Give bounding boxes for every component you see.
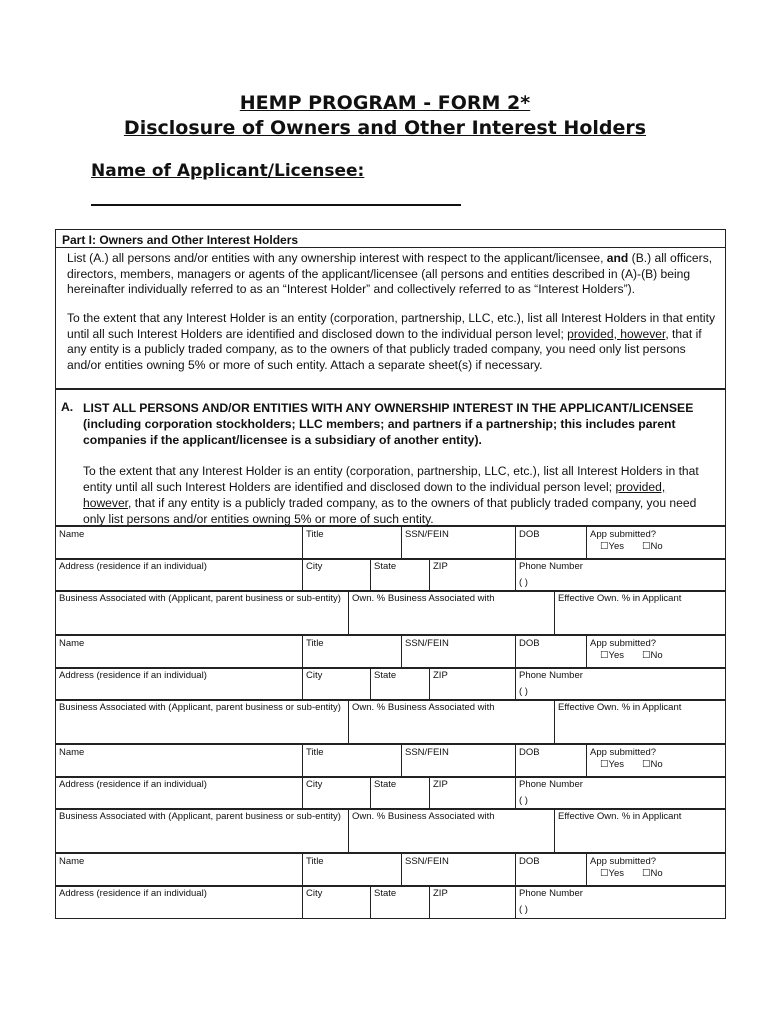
- address-label: Address (residence if an individual): [59, 779, 207, 790]
- zip-label: ZIP: [433, 888, 448, 899]
- title-label: Title: [306, 529, 324, 540]
- ssn-label: SSN/FEIN: [405, 529, 449, 540]
- zip-cell-1[interactable]: [429, 559, 515, 591]
- zip-label: ZIP: [433, 561, 448, 572]
- table-row: [55, 699, 726, 744]
- dob-cell-1[interactable]: [515, 527, 586, 559]
- name-label: Name: [59, 856, 85, 867]
- table-row: [55, 667, 726, 701]
- own-pct-label: Own. % Business Associated with: [352, 811, 495, 822]
- ssn-label: SSN/FEIN: [405, 638, 449, 649]
- no-checkbox[interactable]: ☐No: [642, 759, 663, 770]
- table-row: [55, 776, 726, 810]
- zip-label: ZIP: [433, 670, 448, 681]
- address-cell-4[interactable]: [56, 886, 302, 918]
- title-cell-2[interactable]: [302, 636, 401, 668]
- title-label: Title: [306, 747, 324, 758]
- state-cell-2[interactable]: [370, 668, 429, 700]
- app-submitted-label: App submitted?: [590, 747, 657, 758]
- ssn-cell-4[interactable]: [401, 854, 515, 886]
- phone-label: Phone Number: [519, 670, 583, 681]
- table-row: [55, 635, 726, 669]
- ssn-cell-2[interactable]: [401, 636, 515, 668]
- app-submitted-cell-4[interactable]: [586, 854, 727, 886]
- state-cell-1[interactable]: [370, 559, 429, 591]
- name-label: Name: [59, 638, 85, 649]
- yes-checkbox[interactable]: ☐Yes: [600, 650, 625, 661]
- table-row: [55, 808, 726, 853]
- title-cell-1[interactable]: [302, 527, 401, 559]
- app-submitted-label: App submitted?: [590, 529, 657, 540]
- zip-cell-3[interactable]: [429, 777, 515, 809]
- table-row: [55, 590, 726, 635]
- name-cell-3[interactable]: [56, 745, 302, 777]
- app-submitted-label: App submitted?: [590, 638, 657, 649]
- dob-cell-4[interactable]: [515, 854, 586, 886]
- zip-cell-2[interactable]: [429, 668, 515, 700]
- no-checkbox[interactable]: ☐No: [642, 868, 663, 879]
- title-cell-4[interactable]: [302, 854, 401, 886]
- own-pct-label: Own. % Business Associated with: [352, 702, 495, 713]
- phone-cell-3[interactable]: [515, 777, 727, 809]
- phone-label: Phone Number: [519, 888, 583, 899]
- app-submitted-cell-2[interactable]: [586, 636, 727, 668]
- business-label: Business Associated with (Applicant, parent business or sub-entity): [59, 811, 341, 822]
- city-cell-3[interactable]: [302, 777, 370, 809]
- city-cell-4[interactable]: [302, 886, 370, 918]
- phone-placeholder: ( ): [519, 686, 528, 697]
- state-cell-4[interactable]: [370, 886, 429, 918]
- table-row: [55, 885, 726, 919]
- effective-cell-3[interactable]: [554, 809, 727, 852]
- table-row: [55, 526, 726, 560]
- address-label: Address (residence if an individual): [59, 670, 207, 681]
- city-label: City: [306, 670, 323, 681]
- business-cell-2[interactable]: [56, 700, 348, 743]
- yes-checkbox[interactable]: ☐Yes: [600, 868, 625, 879]
- state-label: State: [374, 670, 397, 681]
- applicant-name-field[interactable]: [91, 188, 461, 206]
- part1-paragraph-1: List (A.) all persons and/or entities with any ownership interest with respect to the applicant/licensee, and (B.) all officers, directors, members, managers or agents of the applicant/licensee (all persons and entities described in (A)-(B) being hereinafter individually referred to as an “Interest Holder” and collectively referred to as “Interest Holders”).: [67, 251, 713, 297]
- phone-label: Phone Number: [519, 779, 583, 790]
- effective-cell-2[interactable]: [554, 700, 727, 743]
- effective-cell-1[interactable]: [554, 591, 727, 634]
- zip-cell-4[interactable]: [429, 886, 515, 918]
- table-row: [55, 853, 726, 887]
- ssn-cell-3[interactable]: [401, 745, 515, 777]
- app-submitted-label: App submitted?: [590, 856, 657, 867]
- phone-cell-2[interactable]: [515, 668, 727, 700]
- form-title: HEMP PROGRAM - FORM 2*: [239, 92, 531, 114]
- phone-label: Phone Number: [519, 561, 583, 572]
- effective-label: Effective Own. % in Applicant: [558, 702, 682, 713]
- address-cell-1[interactable]: [56, 559, 302, 591]
- phone-placeholder: ( ): [519, 577, 528, 588]
- business-cell-3[interactable]: [56, 809, 348, 852]
- city-cell-1[interactable]: [302, 559, 370, 591]
- section-a-heading: LIST ALL PERSONS AND/OR ENTITIES WITH ANY OWNERSHIP INTEREST IN THE APPLICANT/LICENSEE (including corporation stockholders; LLC members; and partners if a partnership; this includes parent companies if the applicant/licensee is a subsidiary of another entity).: [83, 401, 694, 447]
- name-cell-1[interactable]: [56, 527, 302, 559]
- section-a: [55, 389, 726, 526]
- address-label: Address (residence if an individual): [59, 888, 207, 899]
- title-cell-3[interactable]: [302, 745, 401, 777]
- name-label: Name: [59, 529, 85, 540]
- dob-label: DOB: [519, 529, 540, 540]
- address-cell-3[interactable]: [56, 777, 302, 809]
- part1-section: [55, 229, 726, 389]
- phone-cell-4[interactable]: [515, 886, 727, 918]
- section-a-body: To the extent that any Interest Holder is an entity (corporation, partnership, LLC, etc.), list all Interest Holders in that entity until all such Interest Holders are identified and disclosed down to the individual person level; provided, however, that if any entity is a publicly traded company, as to the owners of that publicly traded company, you need only list persons and/or entities owning 5% or more of such entity.: [83, 464, 699, 526]
- own-pct-cell-3[interactable]: [348, 809, 554, 852]
- no-checkbox[interactable]: ☐No: [642, 541, 663, 552]
- business-label: Business Associated with (Applicant, parent business or sub-entity): [59, 593, 341, 604]
- city-cell-2[interactable]: [302, 668, 370, 700]
- title-label: Title: [306, 638, 324, 649]
- business-cell-1[interactable]: [56, 591, 348, 634]
- app-submitted-cell-1[interactable]: [586, 527, 727, 559]
- state-label: State: [374, 561, 397, 572]
- dob-cell-3[interactable]: [515, 745, 586, 777]
- table-row: [55, 744, 726, 778]
- name-label: Name: [59, 747, 85, 758]
- address-cell-2[interactable]: [56, 668, 302, 700]
- state-label: State: [374, 888, 397, 899]
- city-label: City: [306, 888, 323, 899]
- business-label: Business Associated with (Applicant, parent business or sub-entity): [59, 702, 341, 713]
- ssn-label: SSN/FEIN: [405, 856, 449, 867]
- ssn-cell-1[interactable]: [401, 527, 515, 559]
- dob-label: DOB: [519, 856, 540, 867]
- title-label: Title: [306, 856, 324, 867]
- part1-paragraph-2: To the extent that any Interest Holder is an entity (corporation, partnership, LLC, etc.), list all Interest Holders in that entity until all such Interest Holders are identified and disclosed down to the individual person level; provided, however, that if any entity is a publicly traded company, as to the owners of that publicly traded company, you need only list persons and/or entities owning 5% or more of such entity. Attach a separate sheet(s) if necessary.: [67, 311, 716, 372]
- ssn-label: SSN/FEIN: [405, 747, 449, 758]
- dob-label: DOB: [519, 747, 540, 758]
- own-pct-cell-2[interactable]: [348, 700, 554, 743]
- applicant-label: Name of Applicant/Licensee:: [91, 161, 365, 181]
- own-pct-cell-1[interactable]: [348, 591, 554, 634]
- section-a-letter: A.: [61, 400, 74, 414]
- form-subtitle: Disclosure of Owners and Other Interest Holders: [123, 117, 647, 139]
- phone-placeholder: ( ): [519, 904, 528, 915]
- dob-cell-2[interactable]: [515, 636, 586, 668]
- own-pct-label: Own. % Business Associated with: [352, 593, 495, 604]
- city-label: City: [306, 561, 323, 572]
- state-cell-3[interactable]: [370, 777, 429, 809]
- yes-checkbox[interactable]: ☐Yes: [600, 541, 625, 552]
- yes-checkbox[interactable]: ☐Yes: [600, 759, 625, 770]
- phone-cell-1[interactable]: [515, 559, 727, 591]
- name-cell-4[interactable]: [56, 854, 302, 886]
- phone-placeholder: ( ): [519, 795, 528, 806]
- city-label: City: [306, 779, 323, 790]
- zip-label: ZIP: [433, 779, 448, 790]
- state-label: State: [374, 779, 397, 790]
- no-checkbox[interactable]: ☐No: [642, 650, 663, 661]
- table-row: [55, 558, 726, 592]
- app-submitted-cell-3[interactable]: [586, 745, 727, 777]
- name-cell-2[interactable]: [56, 636, 302, 668]
- effective-label: Effective Own. % in Applicant: [558, 811, 682, 822]
- dob-label: DOB: [519, 638, 540, 649]
- part1-header: Part I: Owners and Other Interest Holders: [56, 230, 725, 248]
- address-label: Address (residence if an individual): [59, 561, 207, 572]
- effective-label: Effective Own. % in Applicant: [558, 593, 682, 604]
